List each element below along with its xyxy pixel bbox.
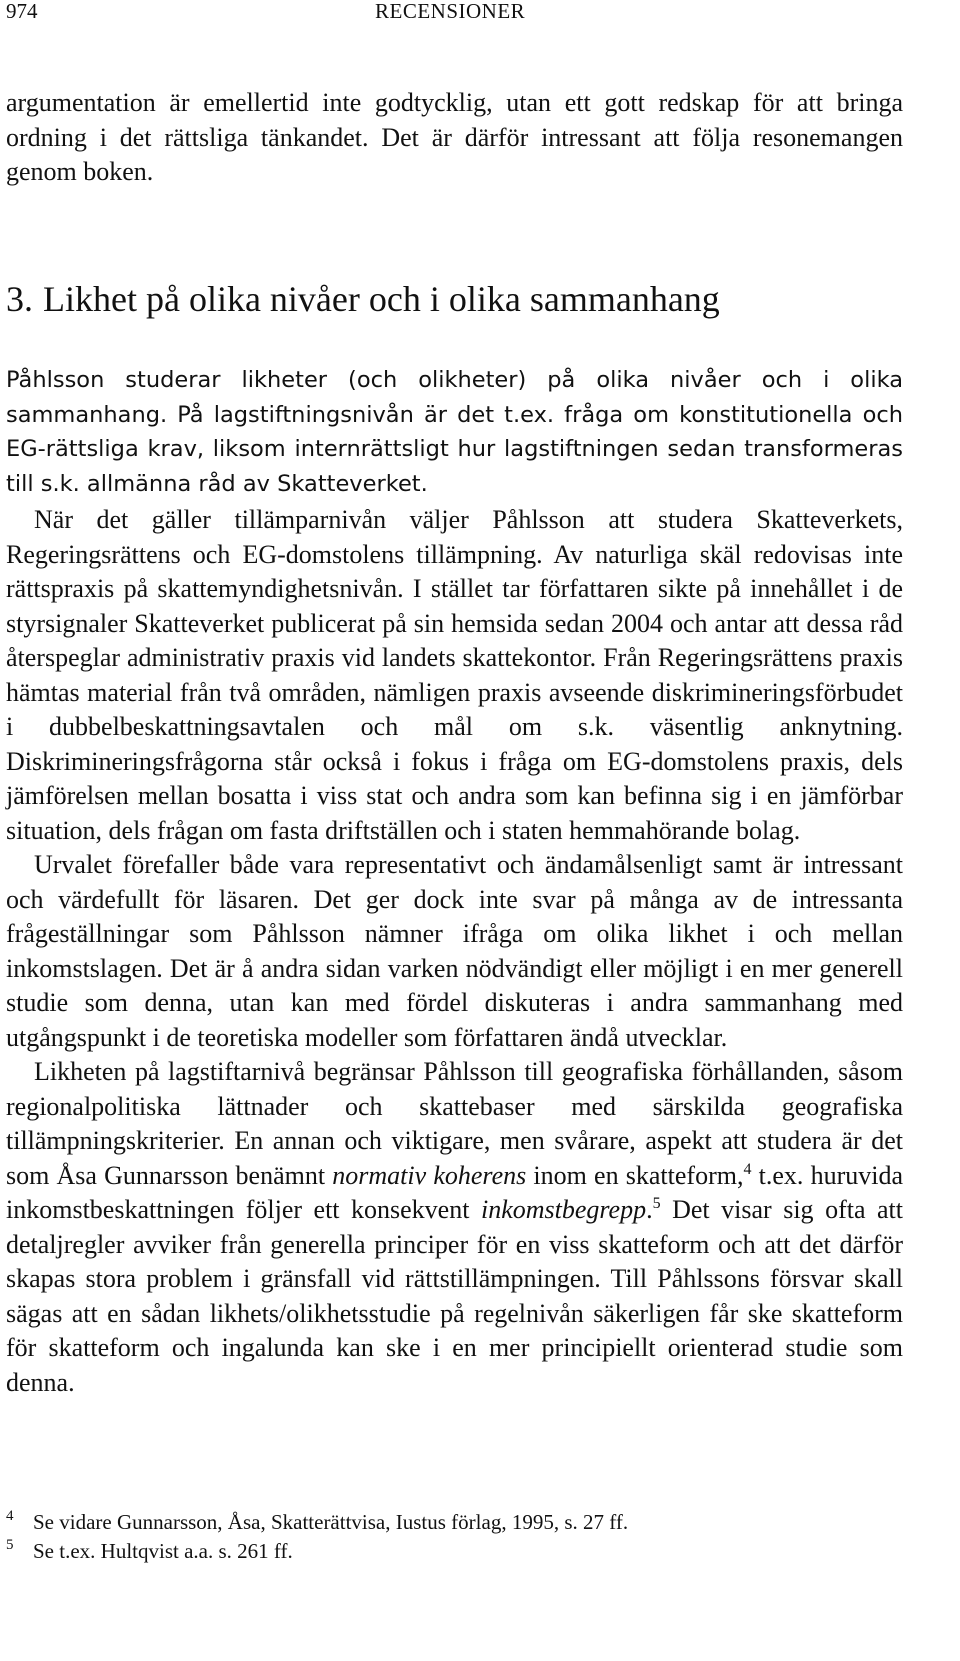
footnote-text: Se vidare Gunnarsson, Åsa, Skatterättvisa, Iustus förlag, 1995, s. 27 ff. [33, 1510, 629, 1534]
sans-paragraph-block [6, 363, 903, 501]
section-heading [6, 277, 903, 321]
footnote-ref-4[interactable]: 4 [743, 1160, 752, 1178]
running-head: RECENSIONER [375, 0, 526, 23]
footnote-number: 4 [6, 1508, 14, 1524]
intro-paragraph: argumentation är emellertid inte godtycklig, utan ett gott redskap för att bringa ordning i det rättsliga tänkandet. Det är därför intressant att följa resonemangen genom boken. [6, 88, 903, 186]
page-number: 974 [6, 0, 38, 23]
emphasis-inkomstbegrepp: inkomstbegrepp [480, 1195, 647, 1224]
p3-text-e: Det visar sig ofta att detaljregler avviker från generella principer för en viss skatteform och att det därför skapas stora problem i gränsfall vid rättstillämpningen. Till Påhlssons försvar skall sägas att en sådan likhets/olikhetsstudie på regelnivån säkerligen får ske skatteform för skatteform och ingalunda kan ske i en mer principiellt orienterad studie som denna. [6, 1195, 903, 1397]
section-number: 3. [6, 279, 33, 319]
paragraph-legislative-level [6, 1055, 903, 1400]
footnote-text: Se t.ex. Hultqvist a.a. s. 261 ff. [33, 1539, 293, 1563]
main-text [6, 503, 903, 1400]
p3-text-b: inom en skatteform, [533, 1160, 744, 1190]
page-header [0, 0, 960, 28]
footnote-4 [6, 1508, 903, 1537]
paragraph-application-level: När det gäller tillämparnivån väljer Påhlsson att studera Skatteverkets, Regeringsrättens och EG-domstolens tillämpning. Av naturliga skäl redovisas inte rättspraxis på skattemyndighetsnivån. I stället tar författaren sikte på innehållet i de styrsignaler Skatteverket publicerat på sin hemsida sedan 2004 och antar att dessa råd återspeglar administrativ praxis vid landets skattekontor. Från Regeringsrättens praxis hämtas material från två områden, nämligen praxis avseende diskrimineringsförbudet i dubbelbeskattningsavtalen och mål om s.k. väsentlig anknytning. Diskrimineringsfrågorna står också i fokus i fråga om EG-domstolens praxis, dels jämförelsen mellan bosatta i viss stat och andra som kan befinna sig i en jämförbar situation, dels frågan om fasta driftställen och i staten hemmahörande bolag. [6, 505, 903, 845]
paragraph-selection: Urvalet förefaller både vara representativt och ändamålsenligt samt är intressant och värdefullt för läsaren. Det ger dock inte svar på många av de intressanta frågeställningar som Påhlsson nämner ifråga om olika likhet i och mellan inkomstslagen. Det är å andra sidan varken nödvändigt eller möjligt i en mer generell studie som denna, utan kan med fördel diskuteras i andra sammanhang med utgångspunkt i de teoretiska modeller som författaren ändå utvecklar. [6, 850, 903, 1052]
footnote-number: 5 [6, 1537, 14, 1553]
p3-text-a: Likheten på lagstiftarnivå begränsar Påhlsson till geografiska förhållanden, såsom regionalpolitiska lättnader och skattebaser med särskilda geografiska tillämpningskriterier. En annan och viktigare, men svårare, aspekt att studera är det som Åsa Gunnarsson benämnt [6, 1057, 903, 1190]
section-title: Likhet på olika nivåer och i olika sammanhang [43, 279, 720, 319]
footnote-5 [6, 1537, 903, 1566]
footnotes [6, 1508, 903, 1566]
p3-text-c: t.ex. huruvida inkomstbeskattningen följer ett konsekvent [6, 1160, 904, 1224]
footnote-ref-5[interactable]: 5 [652, 1195, 661, 1212]
intro-text [6, 86, 903, 190]
levels-paragraph: Påhlsson studerar likheter (och olikheter) på olika nivåer och i olika sammanhang. På lagstiftningsnivån är det t.ex. fråga om konstitutionella och EG-rättsliga krav, liksom internrättsligt hur lagstiftningen sedan transformeras till s.k. allmänna råd av Skatteverket. [6, 367, 903, 497]
p3-text-d: . [646, 1195, 653, 1224]
emphasis-normativ-koherens: normativ koherens [332, 1160, 527, 1190]
